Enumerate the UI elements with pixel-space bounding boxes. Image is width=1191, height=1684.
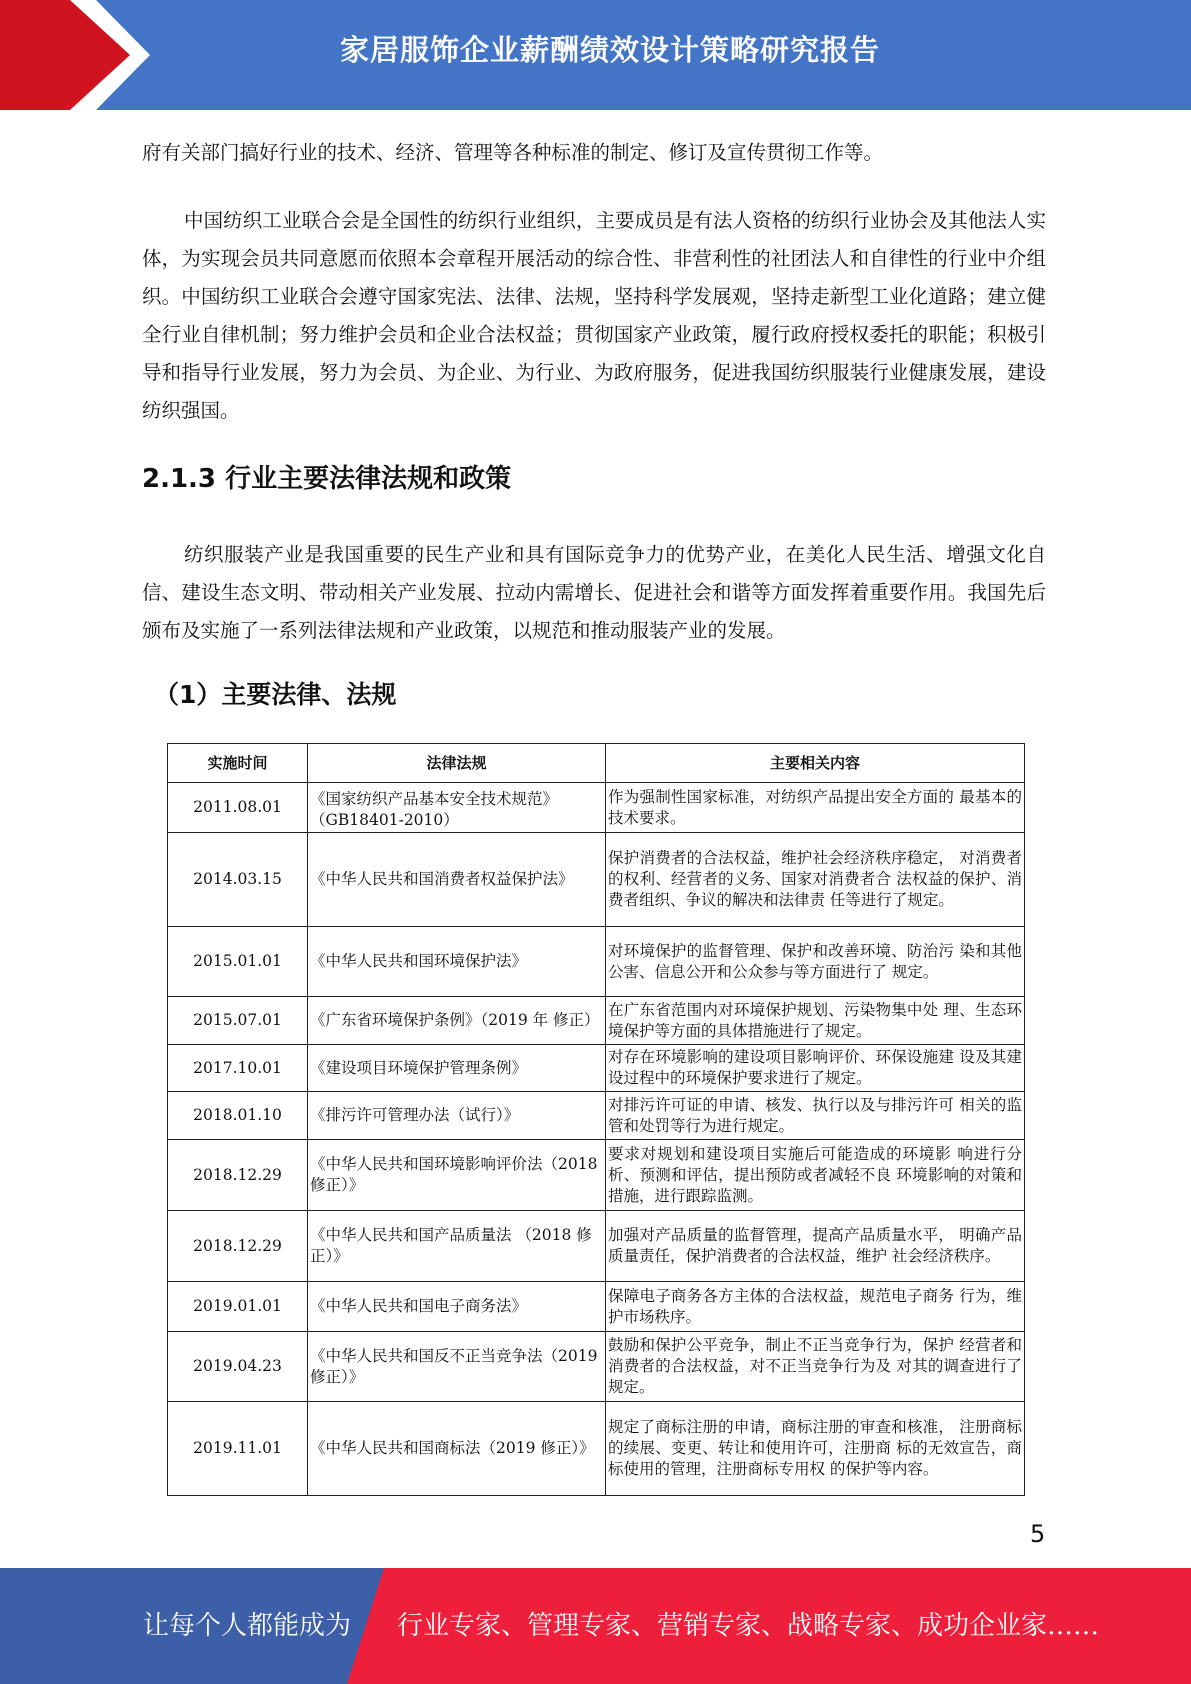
page-number: 5 — [1030, 1520, 1046, 1548]
row-date: 2018.12.29 — [168, 1140, 308, 1211]
table-row — [168, 1045, 1025, 1092]
paragraph-2: 中国纺织工业联合会是全国性的纺织行业组织，主要成员是有法人资格的纺织行业协会及其他法人实体，为实现会员共同意愿而依照本会章程开展活动的综合性、非营利性的社团法人和自律性的行业中介组织。中国纺织工业联合会遵守国家宪法、法律、法规，坚持科学发展观，坚持走新型工业化道路；建立健全行业自律机制；努力维护会员和企业合法权益；贯彻国家产业政策，履行政府授权委托的职能；积极引导和指导行业发展，努力为会员、为企业、为行业、为政府服务，促进我国纺织服装行业健康发展，建设纺织强国。 — [142, 209, 1046, 422]
row-content: 鼓励和保护公平竞争，制止不正当竞争行为，保护 经营者和消费者的合法权益，对不正当竞争行为及 对其的调查进行了规定。 — [606, 1332, 1025, 1402]
row-content: 对环境保护的监督管理、保护和改善环境、防治污 染和其他公害、信息公开和公众参与等方面进行了 规定。 — [606, 927, 1025, 997]
row-content: 保护消费者的合法权益，维护社会经济秩序稳定， 对消费者的权利、经营者的义务、国家对消费者合 法权益的保护、消费者组织、争议的解决和法律责 任等进行了规定。 — [606, 833, 1025, 927]
table-header-row — [168, 744, 1025, 783]
table-row — [168, 1332, 1025, 1402]
row-date: 2015.07.01 — [168, 997, 308, 1045]
row-law: 《中华人民共和国电子商务法》 — [308, 1282, 606, 1332]
row-content: 保障电子商务各方主体的合法权益，规范电子商务 行为，维护市场秩序。 — [606, 1282, 1025, 1332]
row-content: 规定了商标注册的申请，商标注册的审查和核准， 注册商标的续展、变更、转让和使用许可，注册商 标的无效宣告，商标使用的管理，注册商标专用权 的保护等内容。 — [606, 1402, 1025, 1496]
table-row — [168, 833, 1025, 927]
row-law: 《中华人民共和国环境影响评价法（2018 修正）》 — [308, 1140, 606, 1211]
subsection-heading: （1）主要法律、法规 — [154, 680, 397, 709]
row-law: 《中华人民共和国商标法（2019 修正）》 — [308, 1402, 606, 1496]
row-law: 《中华人民共和国消费者权益保护法》 — [308, 833, 606, 927]
row-content: 在广东省范围内对环境保护规划、污染物集中处 理、生态环境保护等方面的具体措施进行了规定。 — [606, 997, 1025, 1045]
row-date: 2011.08.01 — [168, 783, 308, 833]
footer-slogan-left: 让每个人都能成为 — [143, 1611, 352, 1641]
paragraph-3: 纺织服装产业是我国重要的民生产业和具有国际竞争力的优势产业，在美化人民生活、增强文化自信、建设生态文明、带动相关产业发展、拉动内需增长、促进社会和谐等方面发挥着重要作用。我国先后颁布及实施了一系列法律法规和产业政策，以规范和推动服装产业的发展。 — [142, 543, 1046, 642]
table-row — [168, 927, 1025, 997]
column-header-content: 主要相关内容 — [606, 744, 1025, 783]
row-date: 2019.04.23 — [168, 1332, 308, 1402]
row-date: 2018.01.10 — [168, 1092, 308, 1140]
footer-slogan-right: 行业专家、管理专家、营销专家、战略专家、成功企业家…… — [397, 1611, 1100, 1641]
row-content: 要求对规划和建设项目实施后可能造成的环境影 响进行分析、预测和评估，提出预防或者减轻不良 环境影响的对策和措施，进行跟踪监测。 — [606, 1140, 1025, 1211]
page-footer — [0, 1568, 1191, 1684]
row-date: 2019.11.01 — [168, 1402, 308, 1496]
table-row — [168, 1211, 1025, 1282]
section-heading: 2.1.3 行业主要法律法规和政策 — [142, 464, 512, 494]
table-row — [168, 1282, 1025, 1332]
row-law: 《中华人民共和国环境保护法》 — [308, 927, 606, 997]
row-date: 2019.01.01 — [168, 1282, 308, 1332]
table-row — [168, 997, 1025, 1045]
row-law: 《中华人民共和国反不正当竞争法（2019 修正）》 — [308, 1332, 606, 1402]
paragraph-1: 府有关部门搞好行业的技术、经济、管理等各种标准的制定、修订及宣传贯彻工作等。 — [142, 141, 884, 164]
law-table — [167, 743, 1025, 1496]
row-law: 《排污许可管理办法（试行）》 — [308, 1092, 606, 1140]
row-date: 2018.12.29 — [168, 1211, 308, 1282]
column-header-date: 实施时间 — [168, 744, 308, 783]
row-content: 对排污许可证的申请、核发、执行以及与排污许可 相关的监管和处罚等行为进行规定。 — [606, 1092, 1025, 1140]
report-title: 家居服饰企业薪酬绩效设计策略研究报告 — [339, 33, 880, 67]
table-row — [168, 1140, 1025, 1211]
table-row — [168, 783, 1025, 833]
row-law: 《国家纺织产品基本安全技术规范》（GB18401-2010） — [308, 783, 606, 833]
row-content: 加强对产品质量的监督管理，提高产品质量水平， 明确产品质量责任，保护消费者的合法权益，维护 社会经济秩序。 — [606, 1211, 1025, 1282]
row-content: 作为强制性国家标准，对纺织产品提出安全方面的 最基本的技术要求。 — [606, 783, 1025, 833]
row-date: 2014.03.15 — [168, 833, 308, 927]
row-content: 对存在环境影响的建设项目影响评价、环保设施建 设及其建设过程中的环境保护要求进行了规定。 — [606, 1045, 1025, 1092]
row-law: 《广东省环境保护条例》（2019 年 修正） — [308, 997, 606, 1045]
row-law: 《建设项目环境保护管理条例》 — [308, 1045, 606, 1092]
column-header-law: 法律法规 — [308, 744, 606, 783]
row-law: 《中华人民共和国产品质量法 （2018 修正）》 — [308, 1211, 606, 1282]
table-row — [168, 1402, 1025, 1496]
row-date: 2015.01.01 — [168, 927, 308, 997]
page-header — [0, 0, 1191, 110]
table-row — [168, 1092, 1025, 1140]
row-date: 2017.10.01 — [168, 1045, 308, 1092]
